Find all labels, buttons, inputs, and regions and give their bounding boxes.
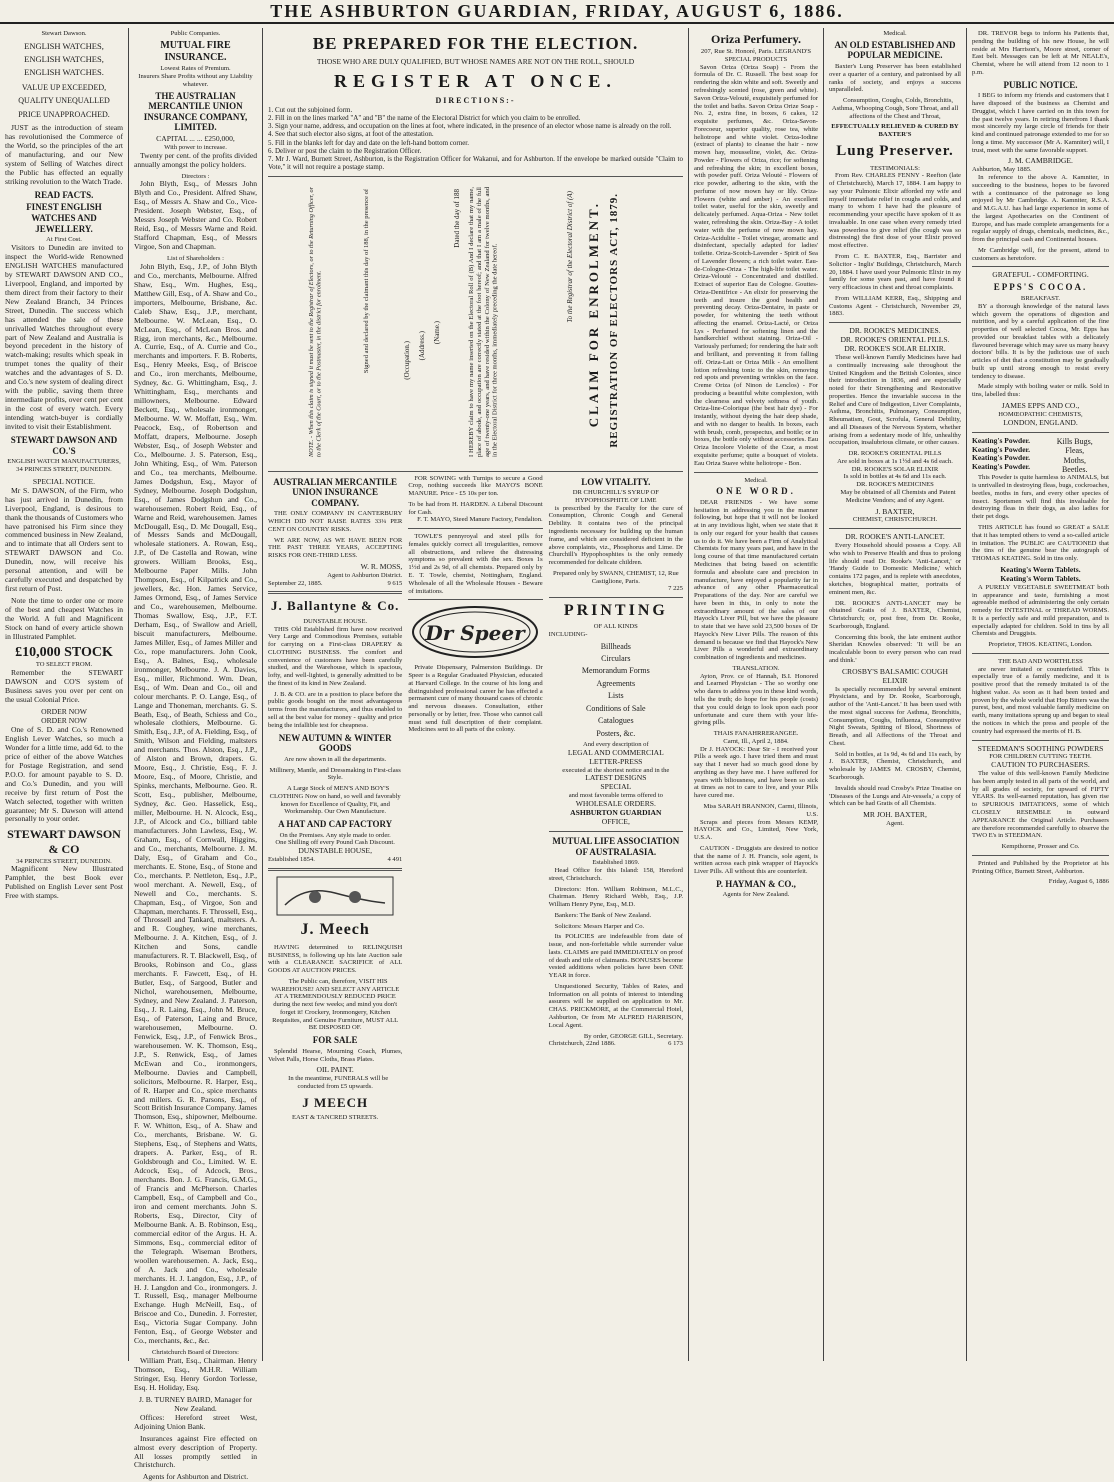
speer-body: Private Dispensary, Palmerston Buildings. Dr Speer is a Regular Graduated Physician, educated at Harvard College. In the course of his long and distinguished professional career he has effected a permanent cure of many thousand cases of chronic and nervous diseases. Consultation, either personally or by letter, free. Those who cannot call must send full description of their complaint. Medicines sent to all parts of the colony. — [408, 664, 543, 734]
meech-body: The Public can, therefore, VISIT HIS WAREHOUSE! AND SELECT ANY ARTICLE AT A TREMENDOUSLY REDUCED PRICE during the next few weeks; and mind you don't forget it! Crockery, Ironmongery, Kitchen Requisites, and Genuine Furniture, MUST ALL BE DISPOSED OF. — [271, 977, 400, 1032]
christchurch-directors: William Pratt, Esq., Chairman. Henry Thomson, Esq., M.H.R. William Stringer, Esq. Henry Gordon Torlesse, Esq. H. Holiday, Esq. — [134, 1355, 257, 1392]
crosby-note: Invalids should read Crosby's Prize Treatise on 'Diseases of the Lungs and Air-vessels,' a copy of which can be had Gratis of all Chemists. — [829, 784, 961, 808]
medical-label: Medical. — [883, 30, 907, 37]
for-sale: FOR SALE — [312, 1035, 358, 1046]
footer-address: 34 PRINCES STREET, DUNEDIN. — [16, 857, 112, 865]
hat-body: On the Premises. Any style made to order. — [279, 831, 391, 839]
old-established: AN OLD ESTABLISHED AND POPULAR MEDICINE. — [834, 39, 956, 61]
ballantyne-body: THIS Old Established firm have now received Very Large and Commodious Premises, suitable for carrying on a First-class DRAPERY & CLOTHING BUSINESS. The comfort and convenience of customers have been carefully studied, and the Warehouse, which is spacious, lofty, and well-lighted, is generally admitted to be the finest of its kind in New Zealand. — [268, 625, 403, 687]
mutual-office: Head Office for this Island: 158, Hereford street, Christchurch. — [548, 866, 683, 882]
divider — [549, 597, 683, 598]
rookes-med: DR. ROOKE'S MEDICINES — [856, 481, 934, 489]
cambridge-sign: J. M. CAMBRIDGE. — [1008, 156, 1073, 166]
winter-body: Are now shown in all the departments. — [284, 755, 387, 763]
ballantyne-title: J. Ballantyne & Co. — [270, 598, 400, 614]
translation-body: Ayton, Prov. ce of Hannah, B.I. Honored and Learned Physician - The so worthy one who dares to address you in these kind words, tells the truth; do hope for his people (costs) that you could deign to look upon each poor unfortunate and cure them with your life-giving pills. — [694, 672, 818, 727]
trevor-notice: DR. TREVOR begs to inform his Patients that, pending the building of his new House, he will reside at Mrs Harrison's, Moore street, corner of East belt. Messages can be left at Mr NEALE's, Chemist, where he will attend from 12 noon to 1 p.m. — [972, 30, 1109, 76]
mutual-bankers: Bankers: The Bank of New Zealand. — [554, 911, 652, 919]
mutual-title: MUTUAL LIFE ASSOCIATION OF AUSTRALASIA. — [552, 836, 680, 857]
meech-footer: J MEECH — [302, 1094, 369, 1110]
hayock-body2: Scraps and pieces from Messrs KEMP, HAYOCK and Co., Limited, New York, U.S.A. — [694, 818, 818, 842]
funerals: In the meantime, FUNERALS will be conducted from £5 upwards. — [288, 1075, 389, 1091]
epps-heading: EPPS'S COCOA. — [993, 282, 1088, 293]
lung-preserver: Lung Preserver. — [836, 142, 954, 159]
testimonial-sign: From WILLIAM KERR, Esq., Shipping and Customs Agent - Christchurch, November 29, 1883. — [829, 294, 961, 318]
column-election — [263, 30, 688, 1361]
capital: CAPITAL ... ... £250,000, — [156, 134, 235, 144]
direction-item: 1. Cut out the subjoined form. — [268, 105, 353, 114]
divider — [694, 472, 818, 473]
divider — [268, 591, 402, 594]
column-notices — [967, 30, 1114, 1361]
caution-heading: CAUTION TO PURCHASERS. — [991, 760, 1090, 770]
directions-heading: DIRECTIONS:- — [435, 96, 516, 106]
caution-body: CAUTION - Druggists are desired to notice that the name of J. H. Francis, sole agent, is written across each pink wrapper of Hayock's Liver Pills. All without this are counterfeit. — [694, 844, 818, 876]
epps-sub: HOMŒOPATHIC CHEMISTS, — [998, 410, 1083, 418]
baxter-sub: CHEMIST, CHRISTCHURCH. — [852, 516, 938, 524]
testimonials-heading: TESTIMONIALS: — [870, 164, 920, 172]
print-item: Posters, &c. — [596, 728, 636, 738]
epps-body: BY a thorough knowledge of the natural laws which govern the operations of digestion and nutrition, and by a careful application of the fine properties of well selected Cocoa, Mr. Epps has provided our breakfast tables with a delicately flavoured beverage which may save us many heavy doctors' bills. It is by the judicious use of such articles of diet that a constitution may be gradually built up until strong enough to resist every tendency to disease. — [972, 302, 1109, 380]
footer-firm: STEWART DAWSON & CO — [7, 827, 121, 856]
bad-heading: THE BAD AND WORTHLESS — [998, 657, 1083, 665]
translation-heading: TRANSLATION. — [732, 664, 780, 672]
crosby-price: Sold in bottles, at 1s 9d, 4s 6d and 11s each, by J. BAXTER, Chemist, Christchurch, and wholesale by JAMES M. CROSBY, Chemist, Scarborough. — [829, 750, 961, 781]
rookes-oriental2: DR. ROOKE'S ORIENTAL PILLS — [848, 450, 942, 458]
divider — [972, 432, 1109, 433]
amu-body: THE ONLY COMPANY IN CANTERBURY WHICH DID NOT RAISE RATES 33¼ PER CENT ON COUNTRY RISKS. — [268, 510, 403, 533]
keating-line: Keating's Powder. — [972, 444, 1031, 454]
kills-line: Fleas, — [1065, 446, 1085, 456]
rookes-body: These well-known Family Medicines have had a continually increasing sale throughout the United Kingdom and the British Colonies, since their introduction in 1836, and are especially noted for their Strengthening and Restorative properties. Hence the invariable success in the Relief and Cure of Indigestion, Liver Complaints, Asthma, Bronchitis, Pulmonary, Consumption, Rheumatism, Gout, Scrofula, General Debility, and all Diseases of the Nervous System, whether arising from a sedentary mode of life, unhealthy occupation, insalubrious climate, or other causes. — [829, 353, 961, 447]
direction-item: 6. Deliver or post the claim to the Registration Officer. — [268, 146, 422, 155]
keating-line: Keating's Powder. — [972, 435, 1031, 445]
divider — [268, 868, 402, 871]
rookes-heading: DR. ROOKE'S MEDICINES. — [849, 326, 941, 336]
divider — [829, 322, 961, 323]
amu-body: WE ARE NOW, AS WE HAVE BEEN FOR THE PAST THREE YEARS, ACCEPTING RISKS FOR ONE-THIRD LESS. — [268, 536, 403, 560]
sowing-sign2: F. T. MAYO, Steed Manure Factory, Fendalton. — [417, 516, 543, 524]
crosby-body: Is specially recommended by several eminent Physicians, and by Dr. Rooke, Scarborough, author of the 'Anti-Lancet.' It has been used with the most signal success for Asthma, Bronchitis, Consumption, Coughs, Influenza, Consumptive Night Sweats, Spitting of Blood, Shortness of Breath, and all Affections of the Throat and Chest. — [829, 685, 961, 747]
rookes-sold: May be obtained of all Chemists and Patent Medicine Vendors; and of any Agent. — [840, 488, 956, 504]
manager: J. B. TURNEY BAIRD, Manager for New Zealand. — [138, 1394, 253, 1413]
at-cost-label: At First Cost. — [46, 236, 82, 244]
oriza-heading: Oriza Perfumery. — [711, 32, 801, 46]
mutual-body: Its POLICIES are indefeasible from date of issue, and non-forfeitable while surrender value lasts. CLAIMS are paid IMMEDIATELY on proof of death and title of claimants. BONUSES become vested additions when policies have been ONE YEAR in force. — [548, 933, 683, 980]
old-list: Consumption, Coughs, Colds, Bronchitis, Asthma, Whooping Cough, Sore Throat, and all affections of the Chest and Throat, — [831, 97, 959, 120]
dr-speer-logo — [410, 604, 540, 660]
oriza-body: Savon Oriza (Oriza Soap) - From the formula of Dr. C. Russell. The best soap for rendering the skin white and soft. Sweetly and refreshingly scented (rose, green and white). Savon Oriza-Velouté, exquisitely perfumed for the toilet and baths. Savon Oriza Orize Soap - No. 2, extra fine, in boxes, 6 cakes, 12 exquisite perfumes, &c. Oriza-Savon-Forecoeur, superior quality, rose tea, white heliotrope and white violet. Oriza-Iodine (extract of plants) to cleanse the hair - now mown hay, mousseline, violet, &c. Oriza-Powder - Flowers of Oriza, rice; for softening and refreshing the skin; in excellent boxes, with powder puff. Oriza Velouté - Flowers of rice powder, adhering to the skin, with the perfume of now mown hay or lily. Oriza-Flowers (white and amber) - An excellent toilet water, useful for the skin, sweetly and delicately perfumed. Aqua-Oriza - New toilet water, refreshing the skin. Oriza-Bay - A toilet water with the perfume of now mown hay. Oriza-Acidulite - Toilet vinegar, aromatic and disinfectant, specially adapted for ladies' toilette. Oriza-Scotch-Lavender - Spirit of Sea of Lavender flowers; a rich toilet water. Eau-de-Cologne-Oriza - The high-life toilet water. Oriza-Velouté - Concentrated and distilled. Extract of superior Eau de Cologne. Gouttes-Oriza-Dentifrice - An elixir for preserving the teeth and insure the good health and preventing decay. Oriza-Dentaire, in paste or powder, for whitening the teeth without affecting the enamel. Oriza-Lacté, or Oriza Lys - Perfumed for softening linen and the handkerchief without staining. Oriza-Oil - Variously perfumed; for rendering the hair soft and brilliant, and preventing it from falling off. Oriza-Lait or Oriza Milk - An emollient lotion refreshing tonic to the skin, removing red spots and preventing wrinkles on the face. Creme Oriza (of Ninon de Lenclos) - For producing a beautiful white complexion, with the clearness and velvety softness of youth. Oriza-line-Colorique (the best hair dye) - For instantly, without dyeing the hair deep shade, and with no danger to health. In boxes, each with brush, comb, prospectus, and bottle; or in boxes, the bottle only without accessories. Eau Oriza Incolore Violette of the Czar, a most exquisite perfume; quite a bouquet of violets. Eau Oriza Suave white heliotrope - Bon. — [694, 63, 818, 467]
vitality-code: 7 225 — [668, 585, 683, 593]
shareholders-heading: List of Shareholders : — [167, 255, 224, 263]
divider — [549, 831, 683, 832]
hayock-sign: Miss SARAH BRANNON, Carmi, Illinois, U.S. — [703, 802, 818, 818]
medical-label: Medical. — [744, 476, 768, 484]
effectually: EFFECTUALLY RELIEVED & CURED BY BAXTER'S — [831, 123, 959, 139]
anti-lancet-body: Every Household should possess a Copy. All who wish to Preserve Health and thus to prolong life should read Dr. Rooke's 'Anti-Lancet,' or 'Handy Guide to Domestic Medicine,' which contains 172 pages, and is replete with anecdotes, sketches, biographical matter, portraits of eminent men, &c. — [829, 542, 961, 596]
rookes-price2: Is sold in bottles at 4s 6d and 11s each. — [843, 473, 947, 481]
footer-note: Magnificent New Illustrated Pamphlet, the best Book ever Published on English Lever sent Post Free with stamps. — [5, 864, 123, 901]
print-item: Lists — [608, 691, 624, 701]
printing-heading: PRINTING — [563, 602, 668, 620]
thais-signature: THAIS FANAHRRERANGEE. — [713, 730, 799, 738]
terms: and most favorable terms offered to — [568, 792, 663, 800]
dunstable: DUNSTABLE HOUSE, — [298, 846, 372, 856]
direction-item: 5. Fill in the blanks left for day and date on the left-hand bottom corner. — [268, 138, 470, 147]
worm-heading: Keating's Worm Tablets. — [1000, 564, 1081, 574]
mutual-code: 6 173 — [668, 1040, 683, 1048]
testimonial: From Rev. CHARLES FENNY - Reefton (late of Christchurch), March 17, 1884. I am happy to say your Pulmonic Elixir afforded my wife and myself immediate relief in coughs and colds, and many to whom I have had the pleasure of recommending your specific have spoken of it as invaluable. In one case when every remedy tried was powerless to give relief (the cough was so distressing) the first dose of your Elixir proved most effective. — [829, 172, 961, 250]
mutual-directors: Directors: Hon. William Robinson, M.L.C., Chairman. Henry Richard Webb, Esq., J.P. William Henry Pyne, Esq., M.D. — [548, 885, 683, 909]
worm-sign: Proprietor, THOS. KEATING, London. — [988, 641, 1093, 649]
amu-code: 9 615 — [387, 579, 403, 587]
divider — [972, 266, 1109, 267]
ad-column-mid — [408, 475, 542, 1122]
form-note: NOTE. - When this claim is signed it must be sent to the Registrar of Electors, or to the Returning Officer, or to the Clerk of the Court, or to the Postmaster, in the district for enrolment. — [308, 186, 323, 457]
bad-body: are never imitated or counterfeited. This is especially true of a family medicine, and it is positive proof that the remedy imitated is of the highest value. As soon as it had been tested and proven by the whole world that Hop Bitters was the purest, best, and most valuable family medicine on earth, many imitations sprung up and began to steal the notices in which the press and people of the country had expressed the merits of H. B. — [972, 665, 1109, 735]
tagline: VALUE UP EXCEEDED, — [21, 82, 107, 92]
divider — [268, 176, 683, 177]
crosby-heading: CROSBY'S BALSAMIC COUGH ELIXIR — [841, 666, 949, 685]
keating-body: This Powder is quite harmless to ANIMALS, but is unrivalled in destroying fleas, bugs, cockroaches, beetles, moths in furs, and every other species of insect. Sportsmen will find this invaluable for destroying fleas in their dogs, as also ladies for their pet dogs. — [972, 474, 1109, 521]
winter-goods: NEW AUTUMN & WINTER GOODS — [278, 732, 392, 754]
masthead: THE ASHBURTON GUARDIAN, FRIDAY, AUGUST 6, 1886. — [0, 0, 1114, 24]
mutual-date: Christchurch, 22nd 1886. — [548, 1040, 616, 1048]
claim-form — [268, 181, 683, 472]
old-body: Baxter's Lung Preserver has been established over a quarter of a century, and patronised by all ranks of society, and enjoys a success unparalleled. — [829, 62, 961, 94]
sowing-sign: To be had from H. HARDEN. A Liberal Discount for Cash. — [408, 500, 543, 516]
cambridge-date: Ashburton, May 1885. — [972, 166, 1032, 174]
public-notice-heading: PUBLIC NOTICE. — [1003, 79, 1078, 90]
insurance-title: MUTUAL FIRE INSURANCE. — [160, 39, 231, 63]
ad-column-right — [549, 475, 683, 1122]
company-name: THE AUSTRALIAN MERCANTILE UNION INSURANCE COMPANY, LIMITED. — [143, 90, 248, 133]
anti-lancet-body2: Concerning this book, the late eminent author Sheridan Knowles observed: 'It will be an incalculable boon to every person who can read and think.' — [829, 633, 961, 664]
print-item: Circulars — [601, 653, 631, 663]
vitality-sub: DR CHURCHILL'S SYRUP OF HYPOPHOSPHITE OF LIME — [572, 489, 659, 504]
dividend-note: Twenty per cent. of the profits divided annually amongst the policy holders. — [134, 150, 257, 169]
pills-ad: TOWLE'S pennyroyal and steel pills for females quickly correct all irregularities, remove all obstructions, and relieve the distressing symptoms so prevalent with the sex. Boxes 1s 1½d and 2s 9d, of all chemists. Prepared only by E. T. Towle, chemist, Nottingham, England. Wholesale of all the Wholesale Houses - Beware of imitations. — [408, 533, 543, 595]
thais-date: Carnt, Ill., April 2, 1884. — [723, 737, 789, 745]
direction-item: 7. Mr J. Ward, Burnett Street, Ashburton, is the Registration Officer for Wakanui, and for Ashburton. If the envelope be marked outside "Claim to Vote," it will not require a postage stamp. — [268, 155, 683, 172]
printed-by: Printed and Published by the Proprietor at his Printing Office, Burnett Street, Ashburton. — [972, 859, 1109, 875]
svg-text:Dr Speer: Dr Speer — [425, 621, 526, 646]
divider — [408, 599, 542, 600]
mutual-sign: By order, GEORGE GILL, Secretary. — [583, 1032, 683, 1040]
agent-line: Agents for Ashburton and District. — [142, 1472, 249, 1482]
vitality-title: LOW VITALITY. — [581, 476, 651, 487]
ad-column-left — [268, 475, 402, 1122]
register-heading: REGISTER AT ONCE. — [334, 70, 617, 91]
rookes-solar: DR. ROOKE'S SOLAR ELIXIR. — [844, 344, 946, 354]
form-occupation: (Occupation.) — [403, 340, 411, 380]
hayock-body: Dr J. HAYOCK: Dear Sir - I received your Pills a week ago. I have tried them and must say that I never had so much good done by anything as they have me. I have suffered for years with biliousness, and have been so sick at times as not to care to live, and your Pills have cured me. — [694, 745, 818, 800]
direction-item: 3. Sign your name, address, and occupation on the lines at foot, where indicated, in the presence of an elector whose name is already on the roll. — [268, 122, 672, 131]
remember-paragraph: Remember the STEWART DAWSON and CO'S system of Business saves you over per cent on the usual Colonial Price. — [5, 668, 123, 705]
finest-heading: FINEST ENGLISH WATCHES AND JEWELLERY. — [26, 202, 102, 234]
steedman-sub: FOR CHILDREN CUTTING TEETH. — [989, 753, 1092, 761]
for-sale-items: Splendid Hearse, Mourning Coach, Plumes, Velvet Palls, Horse Cloths, Brass Plates. — [268, 1047, 403, 1063]
print-item: Memorandum Forms — [581, 666, 650, 676]
epps-name: JAMES EPPS AND CO., — [1001, 400, 1080, 410]
rookes-oriental: DR. ROOKE'S ORIENTAL PILLS. — [840, 335, 950, 345]
oil-paint: OIL PAINT. — [316, 1065, 354, 1075]
steedman-sign: Kempthorne, Prosser and Co. — [1001, 843, 1080, 851]
direction-item: 4. See that such elector also signs, at foot of the attestation. — [268, 130, 434, 139]
mutual-solicitors: Solicitors: Messrs Harper and Co. — [554, 922, 645, 930]
headline-line: ENGLISH WATCHES, — [24, 53, 104, 64]
agent-sub: Agent. — [886, 820, 904, 828]
election-notice: THOSE WHO ARE DULY QUALIFIED, BUT WHOSE NAMES ARE NOT ON THE ROLL, SHOULD — [316, 57, 635, 67]
ballantyne-sub: DUNSTABLE HOUSE. — [303, 617, 368, 625]
column-stewart-dawson — [0, 30, 128, 1361]
meech-body: HAVING determined to RELINQUISH BUSINESS, is following up his late Auction sale with a CLEARANCE SACRIFICE of ALL GOODS AT AUCTION PRICES. — [268, 943, 403, 975]
form-title: REGISTRATION OF ELECTORS ACT, 1879. — [608, 192, 620, 448]
form-dated: Dated the day of 188 — [453, 188, 461, 248]
mutual-est: Established 1869. — [592, 859, 640, 867]
print-item: Catalogues — [598, 716, 634, 726]
amu-sign: W. R. MOSS, — [360, 561, 403, 571]
including: INCLUDING- — [548, 630, 588, 638]
directions-list — [268, 106, 683, 172]
directors-list: John Blyth, Esq., of Messrs John Blyth and Co., President. Alfred Shaw, Esq., of Messrs A. Shaw and Co., Vice-President. Joseph Webster, Esq., of Messrs Joseph Webster and Co. Robert Reid, Esq., of Messrs Warne and Reid. Stafford Chapman, Esq., of Messrs Virgoe, Son and Chapman. — [134, 179, 257, 252]
firm-sub: ENGLISH WATCH MANUFACTURERS, — [7, 458, 121, 466]
baxter-name: J. BAXTER, — [875, 506, 915, 516]
divider — [829, 528, 961, 529]
vitality-sign: Prepared only by SWANN, CHEMIST, 12, Rue Castiglione, Paris. — [552, 569, 679, 585]
worm-body: A PURELY VEGETABLE SWEETMEAT both in appearance and taste, furnishing a most agreeable method of administering the only certain remedy for INTESTINAL or THREAD WORMS. It is a perfectly safe and mild preparation, and is especially adapted for children. Sold in tins by all Chemists and Druggists. — [972, 583, 1109, 638]
ads-row — [268, 475, 683, 1122]
section-label: Public Companies. — [170, 30, 221, 37]
engraving-illustration — [275, 875, 395, 917]
form-body: I HEREBY claim to have my name inserted on the Electoral Roll of (B) And I declare that my name, place of abode, and occupation are correctly stated at the foot hereof; and that I am a male of the full age of twenty-one years, and have resided within the Colony of New Zealand for twelve months, and in the Electoral District for three months, immediately preceding the date hereof. — [468, 186, 499, 457]
direction-item: 2. Fill in on the lines marked "A" and "B" the name of the Electoral District for which you claim to be enrolled. — [268, 113, 581, 122]
breakfast: BREAKFAST. — [1020, 295, 1061, 303]
amu-title: AUSTRALIAN MERCANTILE UNION INSURANCE COMPANY. — [273, 476, 398, 508]
agent-name: MR JOH. BAXTER, — [863, 810, 927, 820]
kamniter-note: Mr Cambridge will, for the present, attend to customers as heretofore. — [972, 246, 1109, 262]
tagline: PRICE UNAPPROACHED. — [18, 109, 110, 119]
divider — [972, 653, 1109, 654]
kills-lines — [1041, 437, 1110, 475]
anti-lancet-heading: DR. ROOKE'S ANTI-LANCET. — [845, 532, 945, 542]
keating-lines — [972, 437, 1041, 475]
epps-sold: Made simply with boiling water or milk. Sold in tins, labelled thus: — [972, 383, 1109, 399]
mutual-date-row — [549, 1040, 683, 1048]
read-facts-heading: READ FACTS. — [34, 189, 94, 200]
hayman-name: P. HAYMAN & CO., — [716, 878, 796, 889]
established-row — [268, 856, 402, 864]
rookes-solar2: DR. ROOKE'S SOLAR ELIXIR — [851, 465, 939, 473]
order-now: ORDER NOW — [41, 707, 87, 717]
print-item: Billheads — [600, 641, 631, 651]
cambridge-body: I BEG to inform my friends and customers that I have disposed of the business as Chemist and Druggist, which I have carried on in this town for the past twelve years. In retiring therefrom I thank most sincerely my large circle of friends for their kind and continued patronage extended to me for so long a time. My successor (Mr A. Kamniter) will, I trust, meet with the same favorable support. — [972, 92, 1109, 154]
epps-location: LONDON, ENGLAND. — [1003, 417, 1078, 427]
intro-paragraph: JUST as the introduction of steam has revolutionised the Commerce of the World, so the principles of the art of manufacturing, and our New system of Selling of Watches direct the Public has effected an equally striking revolution to the Watch Trade. — [5, 123, 123, 186]
established: Established 1854. — [268, 856, 315, 864]
hayman-sub: Agents for New Zealand. — [722, 891, 790, 899]
headline-line: ENGLISH WATCHES. — [24, 66, 104, 77]
form-to: To the Registrar of the Electoral District of (A) — [566, 190, 574, 323]
parcels: One Shilling off every Pound Cash Discount. — [275, 839, 395, 847]
special: SPECIAL — [600, 782, 632, 792]
latest-designs: LATEST DESIGNS — [585, 773, 647, 783]
oriza-sub: 207, Rue St. Honoré, Paris. LEGRAND'S SPECIAL PRODUCTS — [700, 48, 812, 63]
mutual-body: Unquestioned Security, Tables of Rates, and Information on all points of interest to intending assurers will be supplied on application to Mr. CHAS. PRICKMORE, at the Commercial Hotel, Ashburton, Or from Mr ALFRED HARRISON, Local Agent. — [548, 982, 683, 1029]
issue-date: Friday, August 6, 1886 — [1048, 878, 1109, 886]
order-body: One of S. D. and Co.'s Renowned English Lever Watches, so much a Wonder for a little time, add 6d. to the price of either of the above Watches for Postage Registration, and send P.O.O. for amount payable to S. D. and Co.'s Dunedin, and you will receive by first return of Post the Watch selected, together with written guarantee; Mr S. Dawson will attend personally to your order. — [5, 724, 123, 824]
special-notice-body: Mr S. DAWSON, of the Firm, who has just arrived in Dunedin, from Liverpool, England, is desirous to thank the thousands of Customers who have patronised his Firm since they commenced business in New Zealand, and to intimate that all Orders sent to STEWART DAWSON and Co. Dunedin, now, will receive his personal attention, and will be carefully executed and despatched by first return of Post. — [5, 485, 123, 594]
testimonial: From C. E. BAXTER, Esq., Barrister and Solicitor - Inglis' Buildings, Christchurch, March 20, 1884. I have used your Pulmonic Elixir in my family for some years past, and have found it very efficacious in chest and throat complaints. — [829, 252, 961, 292]
large-stock: A Large Stock of MEN'S AND BOY'S CLOTHING Now on hand, so well and favorably known for Excellence of Quality, Fit, and Workmanship. Our Own Manufacture. — [269, 785, 401, 816]
column-baxter — [824, 30, 966, 1361]
one-word-heading: ONE WORD. — [716, 486, 796, 497]
print-item: Conditions of Sale — [586, 703, 646, 713]
capital-note: With power to increase. — [164, 144, 227, 152]
sowing-ad: FOR SOWING with Turnips to secure a Good Crop, nothing succeeds like MAYO'S BONE MANURE. Price - £5 10s per ton. — [408, 474, 543, 498]
offices: Offices: Hereford street West, Adjoining Union Bank. — [134, 1412, 257, 1431]
steedman-heading: STEEDMAN'S SOOTHING POWDERS — [977, 743, 1104, 753]
rookes-price: Are sold in boxes at 1s 1½d and 4s 6d each. — [837, 457, 953, 465]
form-address: (Address.) — [418, 330, 426, 360]
kills-line: Beetles. — [1061, 464, 1088, 474]
christchurch-heading: Christchurch Board of Directors: — [152, 1349, 239, 1357]
headline-line: ENGLISH WATCHES, — [24, 40, 104, 51]
wholesale-orders: WHOLESALE ORDERS. — [575, 799, 656, 809]
hat-factory: A HAT AND CAP FACTORY — [278, 819, 393, 830]
print-item: Agreements — [596, 678, 636, 688]
amu-sign2: Agent to Ashburton District. — [327, 571, 403, 579]
section-label: Stewart Dawson. — [41, 30, 87, 37]
print-every: And every description of — [582, 741, 649, 749]
directors-heading: Directors : — [181, 172, 210, 180]
keating-block — [972, 437, 1109, 475]
divider — [972, 740, 1109, 741]
guardian-office: ASHBURTON GUARDIAN — [570, 808, 662, 818]
stock-sub: TO SELECT FROM. — [35, 661, 93, 669]
special-notice-heading: SPECIAL NOTICE. — [32, 476, 96, 486]
divider — [972, 855, 1109, 856]
firm-name: STEWART DAWSON AND CO.'S — [10, 435, 118, 456]
insurance-sub: Insurers Share Profits without any Liability whatever. — [138, 73, 253, 88]
estab-code: 4 491 — [387, 856, 403, 864]
column-oriza — [689, 30, 823, 1361]
executed: executed at the shortest notice and in the — [562, 766, 670, 774]
ballantyne-body: J. B. & CO. are in a position to place before the public goods bought on the most advantageous terms from the manufacturers, and thus enabled to sell at the best value for money - quality and price being the infallible test for cheapness. — [268, 690, 403, 729]
form-name: (Name.) — [433, 320, 441, 344]
shareholders-list: John Blyth, Esq., J.P., of John Blyth and Co., merchants, Melbourne. Alfred Shaw, Esq., Wm. Hughes, Esq., Matthew Gill, Esq., of A. Shaw and Co., importers, Melbourne, Brisbane, &c. Caleb Shaw, Esq., J.P., merchant, Melbourne. W. McLean, Esq., O. McLean, Esq., of McLean Bros. and Rigg, iron merchants, &c., Melbourne. A. Currie, Esq., of A. Currie and Co., merchants and importers. F. B. Roberts, Esq., Henry Meeks, Esq., of Briscoe and Co., iron merchants, Melbourne, Sydney, &c. G. Whittingham, Esq., J. Whittingham, Esq., merchants and millowners, Melbourne. Edward Beckett, Esq., wholesale ironmonger, Melbourne. W. W. Moffatt, Esq., Wm. Peacock, Esq., of Robertson and Moffatt, drapers, Melbourne. Joseph Webster, Esq., of Joseph Webster and Co., Melbourne. J. S. Paterson, Esq., John Whiting, Esq., of Wm. Paterson and Co., tea merchants, Melbourne. James Dodgshun, Esq., Mayor of Sydney, Melbourne. Joseph Dodgshun, Esq., of James Dodgshun and Co., warehousemen. Robert Reid, Esq., of Warne and Reid, warehousemen. James McDougall, Esq., D. Mc Dougall, Esq., of Messrs Sands and McDougall, wholesale stationers. A. Rowan, Esq., J.P., of De Castella and Rowan, wine growers. William Brooks, Esq., Melbourne Paper Mills. John Thompson, Esq., of Kilpatrick and Co., jewellers, &c. Hon. James Service, James Ormond, Esq., of James Service and Co., warehousemen, Melbourne. Thomas Swallow, Esq., J.P., F.T. Derham, Esq., of Swallow and Ariell, biscuit manufacturers, Melbourne. James Miller, Esq., of James Miller and Co., rope manufacturers. John Cook, Esq., A. Balnes, Esq., wholesale ironmonger, Melbourne. J. A. Davies, Esq., miller, Richmond. Wm. Dean, Esq., of Wm. Dean and Co., oil and colour merchants. P. O. Lange, Esq., of Lange and Thoneman, merchants. G. S. Beath, Esq., of Beath, Schiess and Co., wholesale clothiers, Melbourne. G. Smith, Esq., J.P., of A. Fielding, Esq., of Smith, Wilson and Fielding, maltsters and merchants. Thos. Alston, Esq., J.P., of Alston and Brown, drapers. G. Moore, Esq., J. Christie, Esq., F. J. Moore, Esq., of Moore, Christie, and Spinks, merchants, Melbourne. Geo. R. Scott, Esq., publisher, Melbourne, Sydney, &c. Geo. Hasselick, Esq., miller, Melbourne. H. N. Alcock, Esq., J.P., of Alcock and Co., billiard table manufacturers. John Lawless, Esq., W. Graham, Esq., of Cornwall, Higgins, and Co., merchants, Melbourne. J. M. Daly, Esq., of Graham and Co., merchants. E. Stone, Esq., of Stone and Co., merchants. P. Nettleton, Esq., J.P., wool merchant. A. Newell, Esq., of Newell and Co., merchants. S. Chapman, Esq., of Virgoe, Son and Chapman, merchants. F. Throssell, Esq., of Throssell and Tankard, maltsters. A. and R. Coughey, wine merchants, Melbourne. J. A. Kitchen, Esq., of J. Kitchen and Sons, candle manufacturers. R. T. Blackwell, Esq., of Brooks, Robinson and Co., glass merchants. F. Fawcett, Esq., of H. Butler, Esq., of Sargood, Butler and Nichol, warehousemen, Melbourne, Sydney, and New Zealand. J. Paterson, Esq., J. R. Laing, Esq., John M. Bruce, Esq., of Paterson, Laing and Bruce, warehousemen, Melbourne. O. Fenwick, Esq., J.P., of Fenwick Bros., warehousemen. W. K. Thomson, Esq., J.P., S. Renwick, Esq., of James McEwan and Co., ironmongers, Melbourne. Davies and Campbell, solicitors, Melbourne. R. Harper, Esq., of R. Harper and Co., spice merchants and millers. G. R. Parsons, Esq., of Scott British Insurance Company. James Thomson, Esq., shipowner, Melbourne. F. W. Whitton, Esq., of A. Shaw and Co., merchants, Brisbane. W. G. Stephens, Esq., of Stephens and Watts, drapers. A. Parker, Esq., of R. Goldsbrough and Co., Limited. W. E. Adcock, Esq., of Adcock, Bros., merchants. Bon. J. G. Francis, G.M.G., of Francis and McPherson. Charles Campbell, Esq., of Campbell and Co., iron and cement merchants. John S. Roberts, Esq., Director, City of Melbourne Bank. A. B. Robinson, Esq., commercial editor of the Argus. H. A. Simmons, Esq., commercial editor of the Telegraph. Wiseman Brothers, woollen warehousemen. A. Jack, Esq., of A. Jack and Co., wholesale merchants. H. J. Langdon, Esq., J.P., of H. J. Langdon and Co., ironmongers. J. T. Russell, Esq., manager Melbourne Exchange. Hugh McNeill, Esq., of Briscoe and Co., Dunedin. J. Forrester, Esq., Victoria Sugar Company. John Fenton, Esq., of George Webster and Co., merchants, &c., &c. — [134, 261, 257, 1346]
form-subtitle: CLAIM FOR ENROLMENT. — [586, 200, 601, 427]
amu-date: September 22, 1885. — [268, 579, 323, 587]
note-paragraph: Note the time to order one or more of the best and cheapest Watches in the World. A full and Magnificent Stock on hand of every article shown in Illustrated Pamphlet. — [5, 596, 123, 641]
kamniter-body: In reference to the above A. Kamniter, in succeeding to the business, hopes to be favored with a continuance of the patronage so long enjoyed by Mr Cambridge. A. Kamniter, R.S.A. and M.G.A.U. has had large experience in some of the largest Apothecaries on the Continent of Europe, and has made complete arrangements for a regular supply of drugs, chemicals, medicines, &c., from the principal cash and Continental houses. — [972, 174, 1109, 244]
order-now: ORDER NOW — [41, 715, 87, 725]
firm-address: 34 PRINCES STREET, DUNEDIN. — [16, 466, 112, 473]
print-items-list — [549, 642, 683, 739]
insurance-note: Insurances against Fire effected on almost every description of Property. All losses promptly settled in Christchurch. — [134, 1433, 257, 1470]
millinery: Millinery, Mantle, and Dressmaking in First-class Style. — [269, 766, 401, 782]
amu-date-row — [268, 580, 402, 588]
stock-amount: £10,000 STOCK — [15, 644, 113, 660]
form-signed: Signed and declared by the claimant this day of 188, in the presence of — [363, 188, 370, 373]
anti-lancet-sold: DR. ROOKE'S ANTI-LANCET may be obtained Gratis of J. BAXTER, Chemist, Christchurch; or, post free, from Dr. Rooke, Scarborough, England. — [829, 599, 961, 630]
printing-sub: OF ALL KINDS — [593, 623, 638, 630]
divider — [408, 528, 542, 529]
office: OFFICE, — [601, 817, 630, 827]
keating-line: Keating's Powder. — [972, 462, 1031, 472]
letterpress: LETTER-PRESS — [589, 756, 643, 766]
one-word-body: DEAR FRIENDS - We have some hesitation in addressing you in the manner following, but hope that it will not be looked at in any invidious light, when we state that it is only our regard for your health that causes us to do it. We have been a Firm of Analytical Chemists for many years past, and have in the long course of that time manufactured certain Medicines that being based on scientific formula and absolute care and precision in manufacture, have enjoyed a popularity far in advance of any other Pharmaceutical Preparations of the day. Nor are careful we have been in this, in only to note the extraordinary amount of the sales of our Hayock's Liver Pill, but we have the pleasure to state that we have sold 23,500 boxes of Dr Hayock's New Liver Pills. The reason of this demand is because we find that Hayock's New Liver Pills a wonderful and extraordinary combination of ingredients and medicines. — [694, 498, 818, 662]
worm-heading: Keating's Worm Tablets. — [1000, 573, 1081, 583]
grateful: GRATEFUL - COMFORTING. — [992, 270, 1089, 280]
body-paragraph: Visitors to Dunedin are invited to inspect the World-wide Renowned ENGLISH WATCHES manufactured by STEWART DAWSON AND CO., Liverpool, England, and imported by them direct from their factory to their New Zealand Branch, 34 Princes Street, Dunedin. The success which has attended the sale of these unrivalled Watches throughout every part of New Zealand and Australia is beyond precedent in the history of watch-making; results which speak in trumpet tones the quality of their watches and the advantages of S. D. and Co.'s new system of dealing direct with the public, saving them three intermediate profits, over cent per cent in the cost of every watch. Every intending watch-buyer is cordially invited to visit their Establishment. — [5, 243, 123, 432]
legal-commercial: LEGAL AND COMMERCIAL — [567, 747, 664, 757]
steedman-body: The value of this well-known Family Medicine has been amply tested in all parts of the world, and by all grades of society, for upward of FIFTY YEARS. Its well-earned reputation, has given rise to SPURIOUS IMITATIONS, some of which CLOSELY RESEMBLE in outward APPEARANCE the Original Article. Purchasers are therefore recommended carefully to observe the TWO E's in STEEDMAN. — [972, 770, 1109, 840]
keating-line: Keating's Powder. — [972, 453, 1031, 463]
kills-line: Moths, — [1063, 455, 1086, 465]
meech-address: EAST & TANCRED STREETS. — [291, 1114, 379, 1122]
election-banner: BE PREPARED FOR THE ELECTION. — [312, 34, 639, 53]
vitality-body: is prescribed by the Faculty for the cure of Consumption, Chronic Cough and General Debility. It contains two of the principal ingredients necessary for building up the human frame, and which are considered deficient in the above complaints, viz., Phosphorus and Lime. Dr Churchill's Hypophosphites is the only remedy recommended for delicate children. — [548, 504, 683, 567]
tagline: QUALITY UNEQUALLED — [18, 96, 110, 106]
column-insurance — [129, 30, 262, 1482]
insurance-sub: Lowest Rates of Premium. — [160, 65, 231, 73]
kills-line: Kills Bugs, — [1056, 436, 1093, 446]
meech-title: J. Meech — [300, 920, 370, 938]
keating-body2: THIS ARTICLE has found so GREAT a SALE that it has tempted others to vend a so-called article in imitation. The PUBLIC are CAUTIONED that the tins of the genuine bear the autograph of THOMAS KEATING. Sold in tins only. — [972, 524, 1109, 563]
